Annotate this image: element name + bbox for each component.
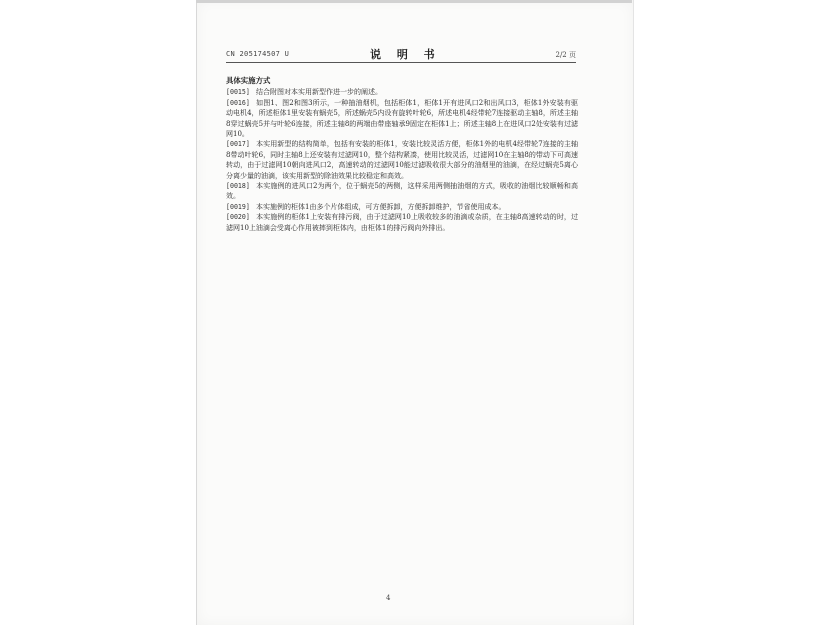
page-top-edge bbox=[196, 0, 632, 3]
paragraph-number: [0018] bbox=[226, 182, 250, 191]
page-number: 4 bbox=[386, 594, 391, 602]
paragraph-number: [0017] bbox=[226, 140, 250, 149]
document-body bbox=[226, 76, 578, 233]
page-indicator: 2/2 页 bbox=[555, 51, 576, 59]
paragraph-0017 bbox=[226, 139, 578, 181]
document-title: 说 明 书 bbox=[370, 48, 441, 61]
paragraph-0015 bbox=[226, 87, 578, 97]
paragraph-number: [0019] bbox=[226, 202, 250, 211]
publication-number: CN 205174507 U bbox=[226, 50, 290, 58]
paragraph-number: [0016] bbox=[226, 98, 250, 107]
paragraph-text: 如图1、图2和图3所示，一种抽油烟机，包括柜体1，柜体1开有进风口2和出风口3，柜体1外安装有驱动电机4，所述柜体1里安装有蜗壳5，所述蜗壳5内设有旋转叶轮6，所述电机4经带轮7连接驱动主轴8，所述主轴8穿过蜗壳5并与叶轮6连接，所述主轴8的两端由带座轴承9固定在柜体1上；所述主轴8上在进风口2处安装有过滤网10。 bbox=[226, 98, 578, 139]
paragraph-text: 本实用新型的结构简单，包括有安装的柜体1，安装比较灵活方便，柜体1外的电机4经带轮7连接的主轴8带动叶轮6，同时主轴8上还安装有过滤网10，整个结构紧凑，使用比较灵活，过滤网10在主轴8的带动下可高速转动，由于过滤网10朝向进风口2，高速转动的过滤网10能过滤吸收很大部分的油烟里的油滴，在经过蜗壳5离心分离少量的油滴，该实用新型的除油效果比较稳定和高效。 bbox=[226, 140, 578, 180]
paragraph-0018 bbox=[226, 181, 578, 202]
page-header bbox=[226, 44, 576, 63]
paragraph-number: [0015] bbox=[226, 88, 250, 97]
paragraph-text: 本实施例的柜体1由多个片体组成，可方便拆卸，方便拆卸维护，节省使用成本。 bbox=[256, 202, 506, 211]
paragraph-0020 bbox=[226, 212, 578, 233]
paragraph-number: [0020] bbox=[226, 213, 250, 222]
paragraph-text: 本实施例的进风口2为两个，位于蜗壳5的两侧，这样采用两侧抽油烟的方式，吸收的油烟比较顺畅和高效。 bbox=[226, 182, 578, 201]
paragraph-text: 结合附图对本实用新型作进一步的阐述。 bbox=[256, 88, 382, 97]
paragraph-text: 本实施例的柜体1上安装有排污阀，由于过滤网10上吸收较多的油滴或杂质，在主轴8高速转动的时，过滤网10上油滴会受离心作用被摔到柜体内，由柜体1的排污阀向外排出。 bbox=[226, 213, 578, 232]
paragraph-0019 bbox=[226, 202, 578, 212]
section-title: 具体实施方式 bbox=[226, 76, 271, 85]
paragraph-0016 bbox=[226, 98, 578, 140]
